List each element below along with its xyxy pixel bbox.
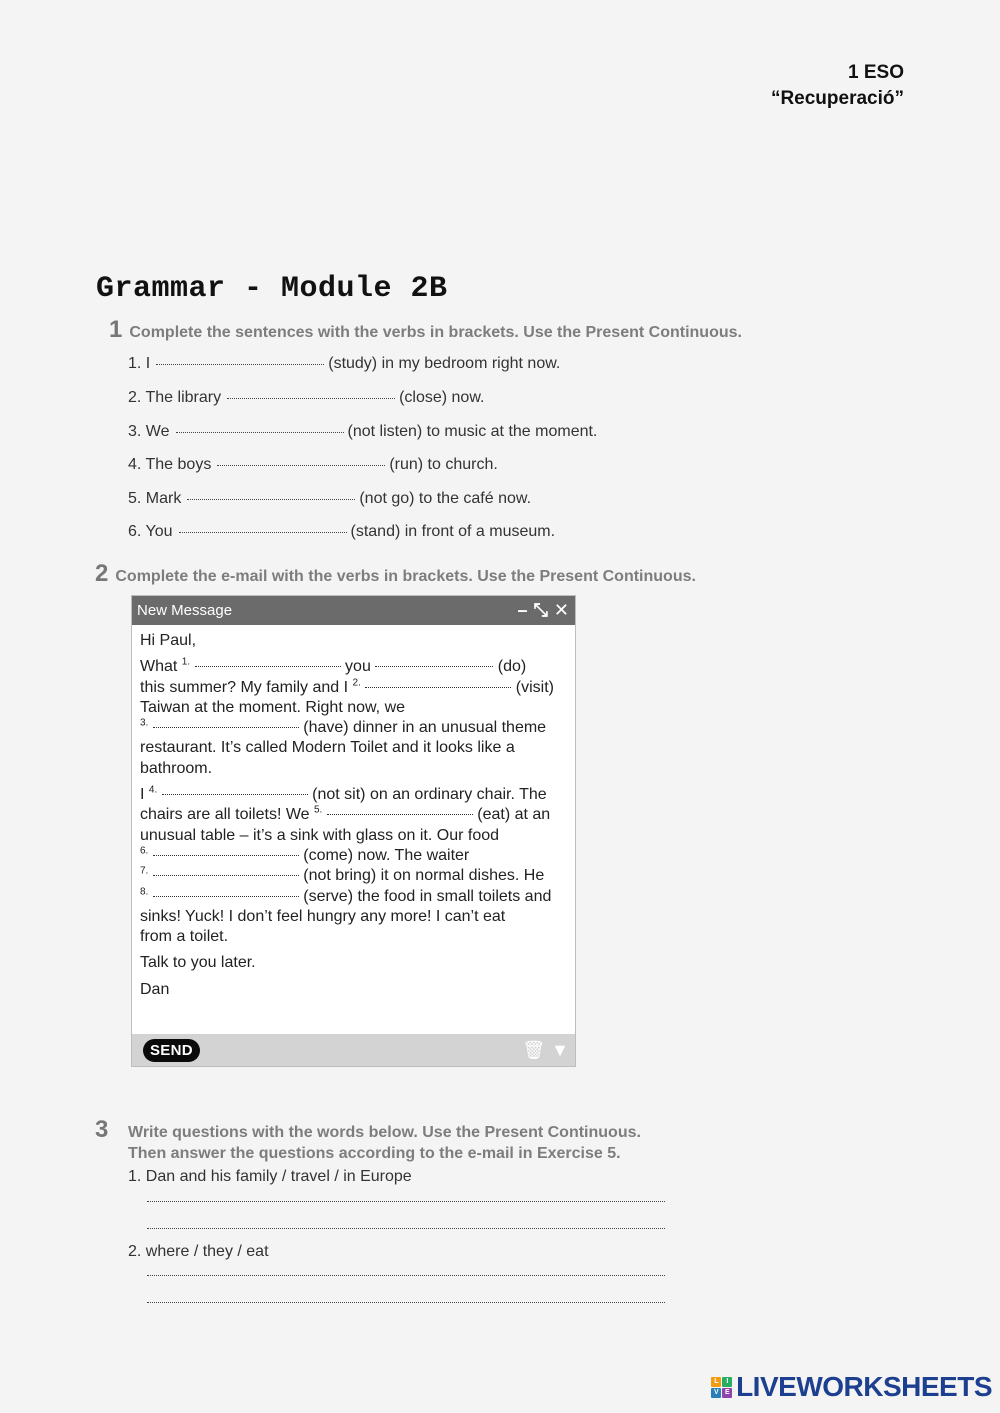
send-button[interactable]: SEND (143, 1039, 200, 1062)
list-item: 5. Mark (not go) to the café now. (128, 490, 532, 507)
answer-blank[interactable] (179, 531, 347, 533)
list-item: 6. You (stand) in front of a museum. (128, 523, 556, 540)
minimize-icon[interactable]: – (517, 600, 528, 620)
answer-blank[interactable] (153, 895, 299, 897)
page-title: Grammar - Module 2B (96, 272, 448, 306)
logo-mark-icon: L I V E (711, 1377, 732, 1398)
list-item: 1. I (study) in my bedroom right now. (128, 355, 561, 372)
list-item: 2. where / they / eat (128, 1243, 269, 1260)
course-level: 1 ESO (848, 62, 904, 83)
email-paragraph-1: What $^{1.}$ you (do) this summer? My family and I $^{2.}$ (visit) Taiwan at the moment. Right now, we $^{3.}$ (have) dinner in an unusual theme restaurant. It’s called Modern Toilet and it looks like a bathroom. (140, 656, 554, 777)
answer-blank[interactable] (162, 793, 308, 795)
answer-blank[interactable] (365, 686, 511, 688)
answer-blank[interactable] (375, 665, 493, 667)
triangle-down-icon[interactable]: ▼ (551, 1039, 569, 1060)
answer-blank[interactable] (217, 464, 385, 466)
close-icon[interactable]: ✕ (553, 600, 569, 620)
email-window (131, 595, 576, 1067)
exercise-2-header (95, 560, 696, 588)
answer-blank[interactable] (153, 726, 299, 728)
exercise-3-header (95, 1116, 108, 1144)
email-title-bar (132, 596, 575, 625)
logo-text: LIVEWORKSHEETS (736, 1371, 992, 1402)
answer-blank[interactable] (327, 813, 473, 815)
course-subtitle: “Recuperació” (770, 88, 904, 109)
answer-line[interactable] (147, 1200, 665, 1202)
answer-blank[interactable] (153, 854, 299, 856)
liveworksheets-logo (711, 1371, 992, 1403)
list-item: 4. The boys (run) to church. (128, 456, 498, 473)
exercise-instruction: Complete the e-mail with the verbs in brackets. Use the Present Continuous. (115, 568, 696, 585)
exercise-number: 2 (95, 560, 109, 587)
answer-line[interactable] (147, 1301, 665, 1303)
course-header (771, 60, 904, 112)
email-paragraph-2: I $^{4.}$ (not sit) on an ordinary chair. The chairs are all toilets! We $^{5.}$ (eat) at an unusual table – it’s a sink with glass on it. Our food $^{6.}$ (come) now. The waiter $^{7.}$ (not bring) it on normal dishes. He $^{8.}$ (serve) the food in small toilets and sinks! Yuck! I don’t feel hungry any more! I can’t eat from a toilet. (140, 784, 552, 946)
exercise-instruction: Write questions with the words below. Use the Present Continuous. Then answer the questions according to the e-mail in Exercise 5. (128, 1124, 641, 1162)
resize-icon[interactable]: ⤡ (533, 600, 548, 620)
email-footer-bar (132, 1034, 575, 1066)
answer-blank[interactable] (176, 431, 344, 433)
exercise-instruction: Complete the sentences with the verbs in brackets. Use the Present Continuous. (129, 324, 742, 341)
answer-blank[interactable] (156, 363, 324, 365)
list-item: 1. Dan and his family / travel / in Europe (128, 1168, 412, 1185)
exercise-number: 1 (109, 316, 123, 343)
answer-line[interactable] (147, 1274, 665, 1276)
exercise-1-header (109, 316, 742, 344)
exercise-number: 3 (95, 1116, 109, 1143)
window-controls (517, 600, 569, 621)
answer-line[interactable] (147, 1227, 665, 1229)
trash-icon[interactable]: 🗑 (522, 1039, 546, 1060)
list-item: 3. We (not listen) to music at the moment. (128, 423, 598, 440)
answer-blank[interactable] (153, 874, 299, 876)
email-body (132, 626, 575, 1006)
list-item: 2. The library (close) now. (128, 389, 485, 406)
answer-blank[interactable] (187, 498, 355, 500)
answer-blank[interactable] (195, 665, 341, 667)
answer-blank[interactable] (227, 397, 395, 399)
email-window-title: New Message (137, 602, 233, 619)
email-greeting: Hi Paul, (140, 632, 197, 649)
email-signature: Dan (140, 980, 170, 998)
email-closing: Talk to you later. (140, 954, 256, 972)
